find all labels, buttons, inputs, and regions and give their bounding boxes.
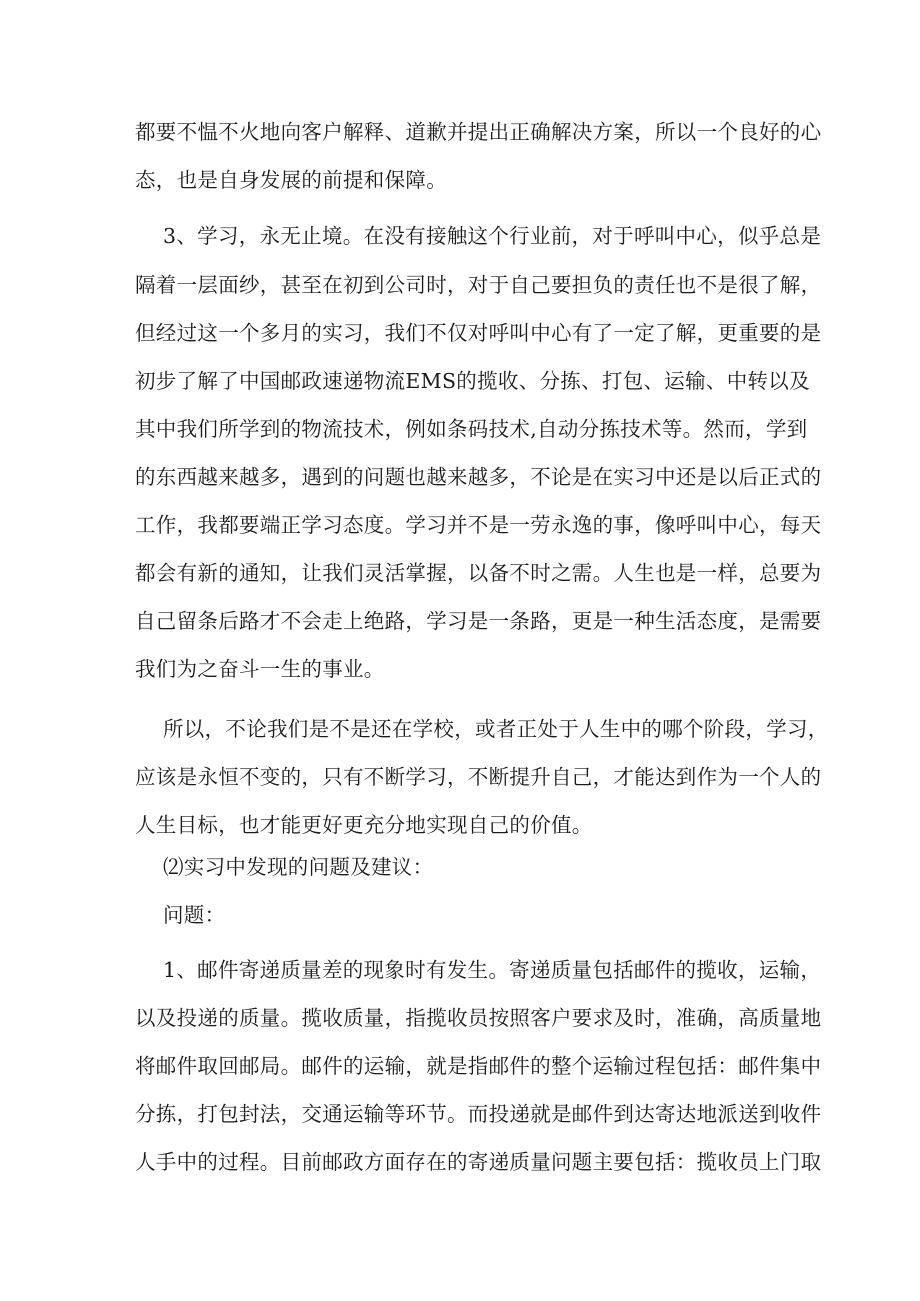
text-line: 3、学习，永无止境。在没有接触这个行业前，对于呼叫中心，似乎总是 bbox=[163, 224, 822, 248]
text-line: 的东西越来越多，遇到的问题也越来越多，不论是在实习中还是以后正式的 bbox=[135, 465, 822, 489]
text-line: 隔着一层面纱，甚至在初到公司时，对于自己要担负的责任也不是很了解， bbox=[135, 273, 822, 297]
text-line: 人手中的过程。目前邮政方面存在的寄递质量问题主要包括：揽收员上门取 bbox=[135, 1150, 822, 1174]
section-heading: ⑵实习中发现的问题及建议： bbox=[163, 855, 434, 879]
text-line: 都会有新的通知，让我们灵活掌握，以备不时之需。人生也是一样，总要为 bbox=[135, 561, 822, 585]
text-line: 将邮件取回邮局。邮件的运输，就是指邮件的整个运输过程包括：邮件集中 bbox=[135, 1054, 822, 1078]
text-line: 1、邮件寄递质量差的现象时有发生。寄递质量包括邮件的揽收，运输， bbox=[163, 958, 822, 982]
text-line: 态，也是自身发展的前提和保障。 bbox=[135, 168, 447, 192]
text-line: 以及投递的质量。揽收质量，指揽收员按照客户要求及时，准确，高质量地 bbox=[135, 1006, 822, 1030]
text-line: 但经过这一个多月的实习，我们不仅对呼叫中心有了一定了解，更重要的是 bbox=[135, 321, 822, 345]
text-line: 其中我们所学到的物流技术，例如条码技术,自动分拣技术等。然而，学到 bbox=[135, 417, 808, 441]
text-line: 应该是永恒不变的，只有不断学习，不断提升自己，才能达到作为一个人的 bbox=[135, 765, 822, 789]
text-line: 分拣，打包封法，交通运输等环节。而投递就是邮件到达寄达地派送到收件 bbox=[135, 1102, 822, 1126]
text-line: 工作，我都要端正学习态度。学习并不是一劳永逸的事，像呼叫中心，每天 bbox=[135, 513, 822, 537]
text-line: 初步了解了中国邮政速递物流EMS的揽收、分拣、打包、运输、中转以及 bbox=[135, 369, 810, 393]
problems-label: 问题： bbox=[163, 903, 226, 927]
text-line: 人生目标，也才能更好更充分地实现自己的价值。 bbox=[135, 813, 593, 837]
text-line: 我们为之奋斗一生的事业。 bbox=[135, 657, 385, 681]
text-line: 所以，不论我们是不是还在学校，或者正处于人生中的哪个阶段，学习， bbox=[163, 717, 829, 741]
text-line: 都要不愠不火地向客户解释、道歉并提出正确解决方案，所以一个良好的心 bbox=[135, 120, 822, 144]
text-line: 自己留条后路才不会走上绝路，学习是一条路，更是一种生活态度，是需要 bbox=[135, 609, 822, 633]
